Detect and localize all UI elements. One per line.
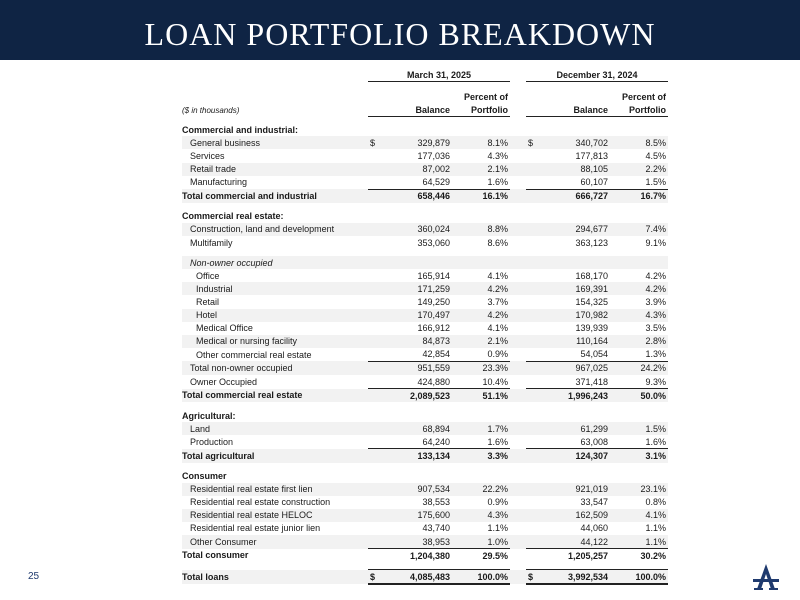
table-row <box>182 223 668 236</box>
row-label: Total commercial real estate <box>182 389 368 403</box>
table-row <box>182 375 668 389</box>
table-row <box>182 535 668 549</box>
balance-header-2: Balance <box>542 103 608 117</box>
percent-mar-2025: 10.4% <box>482 376 508 387</box>
balance-dec-2024: 162,509 <box>542 509 608 522</box>
balance-dec-2024: 110,164 <box>542 335 608 348</box>
percent-dec-2024: 100.0% <box>608 570 668 585</box>
table-row <box>182 348 668 362</box>
currency-symbol <box>526 282 542 295</box>
currency-symbol <box>526 176 542 190</box>
percent-mar-2025: 51.1% <box>450 389 510 403</box>
row-label: Retail <box>196 296 220 307</box>
balance-dec-2024: 60,107 <box>580 177 608 188</box>
percent-mar-2025: 1.1% <box>487 523 508 534</box>
percent-dec-2024: 1.6% <box>645 436 666 447</box>
loan-portfolio-table <box>182 68 668 585</box>
balance-mar-2025: 177,036 <box>417 151 450 162</box>
balance-mar-2025: 43,740 <box>422 523 450 534</box>
balance-dec-2024: 169,391 <box>542 282 608 295</box>
total-row <box>182 189 668 203</box>
balance-mar-2025: 42,854 <box>384 348 450 362</box>
row-label: Commercial real estate: <box>182 211 284 222</box>
row-label: Total consumer <box>182 550 249 561</box>
balance-mar-2025: 1,204,380 <box>384 549 450 563</box>
balance-mar-2025: 907,534 <box>384 483 450 496</box>
table-row <box>182 309 668 322</box>
currency-symbol <box>526 149 542 162</box>
balance-mar-2025: 353,060 <box>417 237 450 248</box>
currency-symbol <box>526 535 542 549</box>
currency-symbol <box>368 549 384 563</box>
balance-dec-2024: 371,418 <box>575 376 608 387</box>
currency-symbol <box>368 236 384 249</box>
percent-mar-2025: 23.3% <box>450 361 510 375</box>
percent-mar-2025: 1.6% <box>487 436 508 447</box>
currency-symbol <box>368 295 384 308</box>
table-row <box>182 335 668 348</box>
row-label: Medical Office <box>196 323 253 334</box>
table-row <box>182 176 668 190</box>
table-row <box>182 422 668 435</box>
percent-mar-2025: 8.8% <box>450 223 510 236</box>
currency-symbol: $ <box>368 570 384 585</box>
currency-symbol <box>368 522 384 535</box>
balance-mar-2025: 133,134 <box>384 449 450 463</box>
percent-mar-2025: 4.1% <box>487 323 508 334</box>
percent-mar-2025: 0.9% <box>487 497 508 508</box>
total-row <box>182 549 668 563</box>
percent-dec-2024: 4.3% <box>608 309 668 322</box>
percent-mar-2025: 100.0% <box>450 570 510 585</box>
currency-symbol <box>526 435 542 449</box>
percent-label-1: Percent of <box>463 91 508 102</box>
currency-symbol <box>526 335 542 348</box>
balance-mar-2025: 149,250 <box>417 296 450 307</box>
balance-dec-2024: 124,307 <box>542 449 608 463</box>
balance-mar-2025: 166,912 <box>417 323 450 334</box>
section-header-row <box>182 210 668 223</box>
currency-symbol <box>526 389 542 403</box>
currency-symbol <box>368 163 384 176</box>
total-row <box>182 570 668 585</box>
spacer-row <box>182 402 668 409</box>
row-label: Other Consumer <box>182 535 368 549</box>
currency-symbol <box>526 522 542 535</box>
currency-symbol <box>368 422 384 435</box>
percent-dec-2024: 3.5% <box>645 323 666 334</box>
currency-symbol <box>526 322 542 335</box>
table-row <box>182 269 668 282</box>
row-label: Manufacturing <box>190 177 248 188</box>
total-row <box>182 389 668 403</box>
percent-mar-2025: 3.7% <box>487 296 508 307</box>
balance-mar-2025: 64,529 <box>422 177 450 188</box>
balance-dec-2024: 666,727 <box>542 189 608 203</box>
portfolio-header-2: Portfolio <box>608 103 668 117</box>
row-label: Residential real estate construction <box>190 497 331 508</box>
currency-symbol <box>368 496 384 509</box>
currency-symbol <box>368 361 384 375</box>
spacer-row <box>182 463 668 470</box>
currency-symbol <box>368 149 384 162</box>
row-label: Total commercial and industrial <box>182 189 368 203</box>
percent-mar-2025: 0.9% <box>450 348 510 362</box>
percent-dec-2024: 30.2% <box>608 549 668 563</box>
row-label: Multifamily <box>190 237 233 248</box>
table-row <box>182 236 668 249</box>
balance-mar-2025: 360,024 <box>384 223 450 236</box>
currency-symbol <box>526 348 542 362</box>
portfolio-header-1: Portfolio <box>450 103 510 117</box>
page-number: 25 <box>28 571 40 582</box>
currency-symbol <box>526 295 542 308</box>
percent-dec-2024: 8.5% <box>608 136 668 149</box>
row-label: Land <box>182 422 368 435</box>
percent-dec-2024: 4.5% <box>645 151 666 162</box>
percent-dec-2024: 9.3% <box>645 376 666 387</box>
percent-dec-2024: 4.1% <box>608 509 668 522</box>
percent-mar-2025: 4.3% <box>487 151 508 162</box>
balance-mar-2025: 38,953 <box>384 535 450 549</box>
balance-header-1: Balance <box>384 103 450 117</box>
balance-dec-2024: 61,299 <box>542 422 608 435</box>
currency-symbol <box>526 375 542 389</box>
row-label: Owner Occupied <box>190 376 258 387</box>
balance-dec-2024: 1,996,243 <box>542 389 608 403</box>
percent-header-row <box>182 90 668 103</box>
row-label: Commercial and industrial: <box>182 124 299 135</box>
table-row <box>182 496 668 509</box>
currency-symbol <box>526 483 542 496</box>
percent-dec-2024: 1.3% <box>608 348 668 362</box>
balance-mar-2025: 171,259 <box>384 282 450 295</box>
table-row <box>182 322 668 335</box>
company-logo-icon <box>751 562 781 592</box>
percent-dec-2024: 1.5% <box>608 422 668 435</box>
balance-dec-2024: 177,813 <box>575 151 608 162</box>
percent-mar-2025: 4.1% <box>487 270 508 281</box>
section-header-row <box>182 123 668 136</box>
percent-dec-2024: 1.1% <box>608 535 668 549</box>
percent-dec-2024: 4.2% <box>608 282 668 295</box>
percent-mar-2025: 1.0% <box>450 535 510 549</box>
percent-dec-2024: 2.8% <box>608 335 668 348</box>
percent-mar-2025: 2.1% <box>450 335 510 348</box>
balance-dec-2024: 88,105 <box>542 163 608 176</box>
currency-symbol <box>526 449 542 463</box>
table-row <box>182 295 668 308</box>
currency-symbol <box>368 535 384 549</box>
table-row <box>182 149 668 162</box>
balance-mar-2025: 170,497 <box>384 309 450 322</box>
row-label: Total non-owner occupied <box>182 361 368 375</box>
table-row <box>182 435 668 449</box>
balance-dec-2024: 154,325 <box>575 296 608 307</box>
column-header-row <box>182 103 668 117</box>
table-row <box>182 163 668 176</box>
balance-mar-2025: 165,914 <box>417 270 450 281</box>
percent-dec-2024: 9.1% <box>645 237 666 248</box>
percent-dec-2024: 1.5% <box>645 177 666 188</box>
row-label: Total agricultural <box>182 449 368 463</box>
balance-dec-2024: 139,939 <box>575 323 608 334</box>
units-label: ($ in thousands) <box>182 105 240 115</box>
currency-symbol <box>526 422 542 435</box>
balance-mar-2025: 951,559 <box>384 361 450 375</box>
currency-symbol <box>368 483 384 496</box>
currency-symbol <box>526 236 542 249</box>
balance-dec-2024: 170,982 <box>542 309 608 322</box>
row-label: Other commercial real estate <box>196 349 312 360</box>
currency-symbol <box>368 322 384 335</box>
currency-symbol: $ <box>526 570 542 585</box>
row-label: Medical or nursing facility <box>182 335 368 348</box>
title-bar <box>0 0 800 60</box>
currency-symbol: $ <box>526 136 542 149</box>
balance-dec-2024: 967,025 <box>542 361 608 375</box>
balance-dec-2024: 168,170 <box>575 270 608 281</box>
currency-symbol <box>526 163 542 176</box>
percent-mar-2025: 4.2% <box>450 309 510 322</box>
currency-symbol <box>526 509 542 522</box>
balance-dec-2024: 294,677 <box>542 223 608 236</box>
percent-label-2: Percent of <box>621 91 666 102</box>
balance-mar-2025: 64,240 <box>422 436 450 447</box>
percent-dec-2024: 3.1% <box>608 449 668 463</box>
percent-mar-2025: 22.2% <box>450 483 510 496</box>
row-label: Non-owner occupied <box>182 256 368 269</box>
page-title: LOAN PORTFOLIO BREAKDOWN <box>144 16 656 52</box>
period-march-2025: March 31, 2025 <box>368 68 510 82</box>
row-label: Residential real estate HELOC <box>182 509 368 522</box>
row-label: Retail trade <box>182 163 368 176</box>
table-row <box>182 361 668 375</box>
currency-symbol <box>368 176 384 190</box>
spacer-row <box>182 203 668 210</box>
currency-symbol <box>368 282 384 295</box>
row-label: Total loans <box>182 570 368 585</box>
percent-dec-2024: 16.7% <box>608 189 668 203</box>
currency-symbol <box>526 309 542 322</box>
currency-symbol <box>526 269 542 282</box>
currency-symbol <box>368 389 384 403</box>
currency-symbol <box>368 189 384 203</box>
spacer-row <box>182 82 668 91</box>
balance-dec-2024: 44,060 <box>580 523 608 534</box>
balance-mar-2025: 175,600 <box>384 509 450 522</box>
percent-mar-2025: 4.3% <box>450 509 510 522</box>
currency-symbol <box>368 348 384 362</box>
currency-symbol <box>368 223 384 236</box>
row-label: Consumer <box>182 471 227 482</box>
balance-mar-2025: 424,880 <box>417 376 450 387</box>
balance-mar-2025: 38,553 <box>422 497 450 508</box>
balance-dec-2024: 44,122 <box>542 535 608 549</box>
balance-dec-2024: 3,992,534 <box>542 570 608 585</box>
row-label: Services <box>190 151 225 162</box>
row-label: Agricultural: <box>182 410 236 421</box>
balance-dec-2024: 33,547 <box>580 497 608 508</box>
percent-dec-2024: 7.4% <box>608 223 668 236</box>
percent-mar-2025: 4.2% <box>450 282 510 295</box>
percent-dec-2024: 3.9% <box>645 296 666 307</box>
percent-mar-2025: 3.3% <box>450 449 510 463</box>
percent-mar-2025: 2.1% <box>450 163 510 176</box>
balance-dec-2024: 63,008 <box>580 436 608 447</box>
currency-symbol <box>368 435 384 449</box>
currency-symbol <box>368 509 384 522</box>
table-row <box>182 522 668 535</box>
total-row <box>182 449 668 463</box>
subsection-header-row <box>182 256 668 269</box>
currency-symbol <box>368 335 384 348</box>
percent-dec-2024: 4.2% <box>645 270 666 281</box>
currency-symbol <box>526 189 542 203</box>
currency-symbol <box>368 449 384 463</box>
row-label: Residential real estate junior lien <box>190 523 321 534</box>
currency-symbol <box>526 496 542 509</box>
percent-mar-2025: 1.6% <box>487 177 508 188</box>
currency-symbol <box>368 375 384 389</box>
currency-symbol <box>368 269 384 282</box>
row-label: Construction, land and development <box>182 223 368 236</box>
percent-dec-2024: 2.2% <box>608 163 668 176</box>
row-label: Hotel <box>182 309 368 322</box>
balance-dec-2024: 54,054 <box>542 348 608 362</box>
balance-dec-2024: 340,702 <box>542 136 608 149</box>
currency-symbol <box>526 223 542 236</box>
balance-mar-2025: 87,002 <box>384 163 450 176</box>
currency-symbol <box>368 309 384 322</box>
section-header-row <box>182 409 668 422</box>
table-row <box>182 282 668 295</box>
balance-mar-2025: 329,879 <box>384 136 450 149</box>
percent-dec-2024: 24.2% <box>608 361 668 375</box>
percent-mar-2025: 8.1% <box>450 136 510 149</box>
balance-mar-2025: 84,873 <box>384 335 450 348</box>
table-row <box>182 136 668 149</box>
currency-symbol <box>526 361 542 375</box>
balance-mar-2025: 658,446 <box>384 189 450 203</box>
balance-mar-2025: 68,894 <box>384 422 450 435</box>
period-header-row <box>182 68 668 82</box>
row-label: Residential real estate first lien <box>182 483 368 496</box>
balance-dec-2024: 363,123 <box>575 237 608 248</box>
percent-mar-2025: 1.7% <box>450 422 510 435</box>
row-label: Office <box>196 270 220 281</box>
currency-symbol: $ <box>368 136 384 149</box>
table-row <box>182 483 668 496</box>
percent-dec-2024: 1.1% <box>645 523 666 534</box>
row-label: Production <box>190 437 234 448</box>
table-row <box>182 509 668 522</box>
percent-mar-2025: 8.6% <box>487 237 508 248</box>
percent-mar-2025: 16.1% <box>450 189 510 203</box>
percent-dec-2024: 50.0% <box>608 389 668 403</box>
balance-mar-2025: 4,085,483 <box>384 570 450 585</box>
percent-mar-2025: 29.5% <box>450 549 510 563</box>
row-label: General business <box>182 136 368 149</box>
spacer-row <box>182 562 668 570</box>
balance-mar-2025: 2,089,523 <box>384 389 450 403</box>
balance-dec-2024: 921,019 <box>542 483 608 496</box>
balance-dec-2024: 1,205,257 <box>542 549 608 563</box>
spacer-row <box>182 249 668 256</box>
section-header-row <box>182 470 668 483</box>
period-december-2024: December 31, 2024 <box>526 68 668 82</box>
percent-dec-2024: 0.8% <box>645 497 666 508</box>
row-label: Industrial <box>182 282 368 295</box>
percent-dec-2024: 23.1% <box>608 483 668 496</box>
currency-symbol <box>526 549 542 563</box>
